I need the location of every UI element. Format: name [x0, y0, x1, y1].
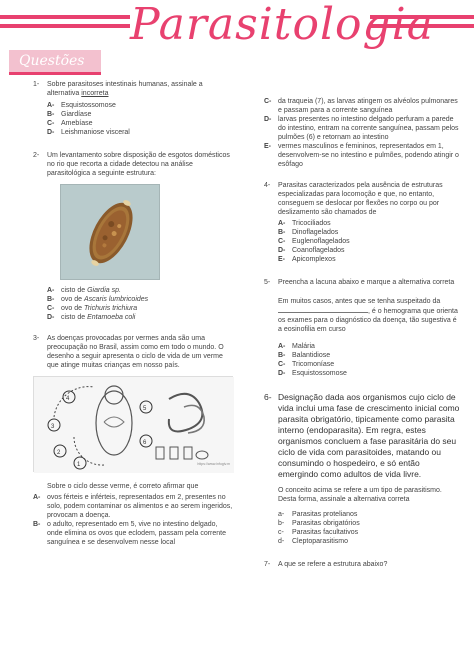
option-b[interactable]: B- Giardíase [47, 111, 92, 118]
left-column [33, 80, 233, 547]
parasite-egg-icon [61, 185, 160, 280]
options-list [47, 286, 233, 322]
option-b[interactable]: B- Dinoflagelados [278, 229, 339, 236]
micrograph-egg-image [60, 184, 160, 280]
question-2 [33, 151, 233, 322]
question-1 [33, 80, 233, 137]
question-number: 4- [264, 182, 271, 189]
option-d[interactable]: D- Coanoflagelados [278, 247, 345, 254]
question-emphasis: incorreta [81, 90, 109, 97]
question-6-options [278, 510, 460, 546]
svg-text:4: 4 [66, 396, 70, 402]
question-text: As doenças provocadas por vermes anda são uma preocupação no Brasil, assim como em todo o mundo. O desenho a seguir apresenta o ciclo de vida de um verme que atinge muitas crianças em nosso país. [47, 335, 224, 369]
option-b[interactable]: b- Parasitas obrigatórios [278, 520, 360, 527]
svg-text:5: 5 [143, 406, 147, 412]
question-number: 2- [33, 152, 40, 159]
option-a[interactable]: A- Malária [278, 343, 315, 350]
svg-text:1: 1 [77, 462, 81, 468]
section-tag-underline [9, 72, 101, 75]
question-5-passage: Em muitos casos, antes que se tenha suspeitado da , é o hemograma que orienta os exames para o diagnóstico da doença, tão sugestiva é a eosinofilia em curso [278, 298, 458, 333]
question-7 [264, 560, 460, 569]
life-cycle-diagram [33, 376, 233, 472]
image-credit: https://www.infogiv.m [197, 462, 230, 466]
option-c[interactable]: C- Tricomoníase [278, 361, 335, 368]
option-b[interactable]: B- ovo de Ascaris lumbricoides [47, 296, 149, 303]
worm-life-cycle-icon [34, 377, 234, 473]
fill-in-blank[interactable] [278, 306, 368, 313]
question-4 [264, 181, 460, 264]
option-e[interactable]: E- vermes masculinos e femininos, representados em 1, desenvolvem-se no intestino e pulmões, podendo atingir o esôfago [264, 143, 459, 168]
question-3-options [33, 493, 233, 547]
options-list [278, 219, 460, 264]
question-6 [264, 392, 460, 480]
question-3-options-continued [264, 97, 460, 169]
svg-text:3: 3 [51, 424, 55, 430]
option-b[interactable]: B- Balantidiose [278, 352, 331, 359]
question-number: 7- [264, 561, 271, 568]
option-d[interactable]: D- Leishmaniose visceral [47, 129, 130, 136]
page-title: Parasitologia [130, 0, 434, 50]
question-5 [264, 278, 460, 378]
section-tag: Questões [9, 50, 101, 72]
option-d[interactable]: D- larvas presentes no intestino delgado perfuram a parede do intestino, entram na corrente sanguínea, passam pelos pulmões (6) e retornam ao intestino [264, 116, 459, 141]
question-text: Parasitas caracterizados pela ausência de estruturas especializadas para locomoção e que, no entanto, conseguem se deslocar por flexões no corpo ou por deslizamento são chamados de [278, 182, 443, 216]
option-c[interactable]: C- ovo de Trichuris trichiura [47, 305, 138, 312]
question-text: A que se refere a estrutura abaixo? [278, 561, 388, 568]
svg-text:6: 6 [143, 440, 147, 446]
option-e[interactable]: E- Apicomplexos [278, 256, 336, 263]
question-text: Um levantamento sobre disposição de esgotos domésticos no rio que recorta a cidade detectou na análise parasitológica a seguinte estrutura: [47, 152, 230, 177]
option-c[interactable]: C- Amebíase [47, 120, 93, 127]
options-list [47, 101, 233, 137]
question-text: Designação dada aos organismos cujo ciclo de vida inclui uma fase de crescimento inicial como parasita obrigatório, tipicamente como parasita interno (endoparasita). Em regra, estes organismos concluem a fase parasitária do seu ciclo de vida com parasitoides, matando ou consumindo o hospedeiro, e só então emergindo como adultos de vida livre. [278, 392, 460, 479]
question-3 [33, 334, 233, 370]
option-a[interactable]: A- ovos férteis e inférteis, representados em 2, presentes no solo, podem contaminar os alimentos e ao serem ingeridos, provocam a doença. [33, 494, 233, 519]
option-d[interactable]: D- cisto de Entamoeba coli [47, 314, 136, 321]
option-a[interactable]: A- cisto de Giardia sp. [47, 287, 121, 294]
svg-text:2: 2 [57, 450, 61, 456]
question-number: 3- [33, 335, 40, 342]
right-column [264, 97, 460, 575]
question-3-followup: Sobre o ciclo desse verme, é correto afirmar que [47, 483, 199, 490]
question-text: Preencha a lacuna abaixo e marque a alternativa correta [278, 279, 455, 286]
question-6-followup: O conceito acima se refere a um tipo de parasitismo. Desta forma, assinale a alternativa correta [278, 487, 442, 503]
option-a[interactable]: a- Parasitas protelianos [278, 511, 358, 518]
option-c[interactable]: C- da traqueia (7), as larvas atingem os alvéolos pulmonares e passam para a corrente sanguínea [264, 98, 458, 114]
option-d[interactable]: d- Cleptoparasitismo [278, 538, 349, 545]
options-list [278, 342, 460, 378]
question-number: 1- [33, 81, 40, 88]
question-text: Sobre parasitoses intestinais humanas, assinale a alternativa [47, 81, 203, 97]
option-a[interactable]: A- Esquistossomose [47, 102, 116, 109]
question-number: 5- [264, 279, 271, 286]
option-c[interactable]: C- Euglenoflagelados [278, 238, 350, 245]
option-d[interactable]: D- Esquistossomose [278, 370, 347, 377]
option-a[interactable]: A- Tricociliados [278, 220, 331, 227]
header-band [0, 0, 474, 52]
question-number: 6- [264, 392, 272, 402]
option-b[interactable]: B- o adulto, representado em 5, vive no intestino delgado, onde elimina os ovos que eclodem, passam pela corrente sanguínea e se desenvolvem nesse local [33, 521, 226, 546]
option-c[interactable]: c- Parasitas facultativos [278, 529, 359, 536]
